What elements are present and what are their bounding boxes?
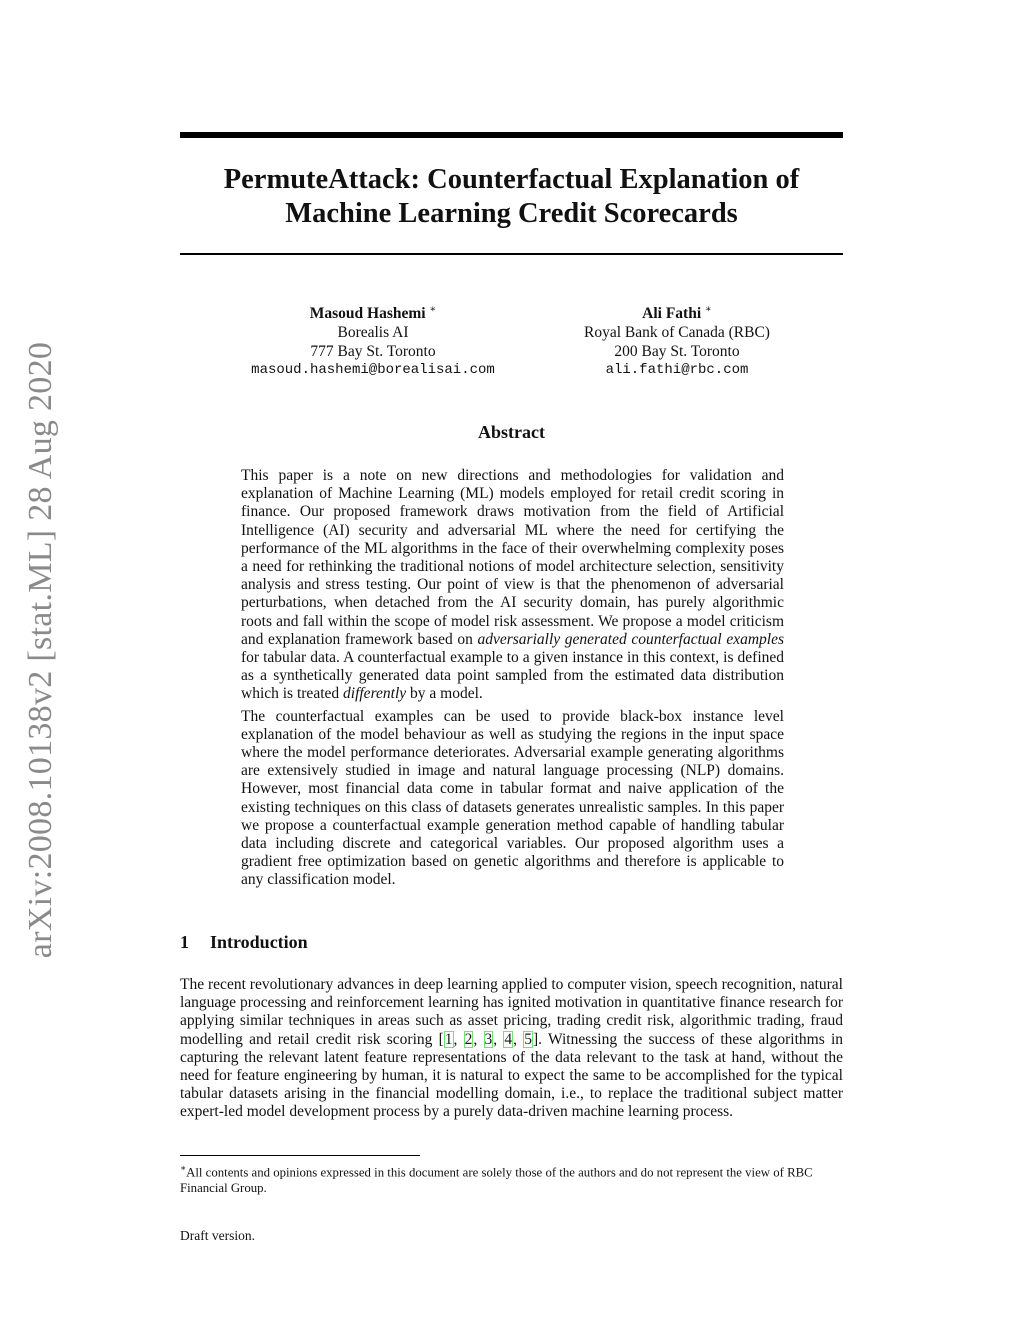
citation-link[interactable]: 5: [524, 1030, 532, 1048]
author-address: 200 Bay St. Toronto: [614, 343, 740, 361]
author-affiliation: Borealis AI: [337, 324, 409, 342]
draft-note: Draft version.: [180, 1228, 255, 1243]
footnote-rule: [180, 1155, 420, 1156]
section-number: 1: [180, 932, 189, 952]
abstract-heading: Abstract: [478, 422, 545, 442]
title-bottom-rule: [180, 253, 843, 255]
citation-link[interactable]: 4: [504, 1030, 513, 1048]
author-name: Ali Fathi: [642, 305, 702, 323]
author-email[interactable]: masoud.hashemi@borealisai.com: [251, 362, 495, 379]
emphasis-text: differently: [343, 685, 407, 703]
author-footnote-mark: ∗: [705, 304, 712, 315]
footnote: [180, 1160, 843, 1196]
intro-paragraph: The recent revolutionary advances in deep learning applied to computer vision, speech recognition, natural language processing and reinforcement learning has ignited motivation in quantitative finance research for applying similar techniques in areas such as asset pricing, trading credit risk, algorithmic trading, fraud modelling and retail credit risk scoring [1, 2, 3, 4, 5]. Witnessing the success of these algorithms in capturing the relevant latent feature representations of the data relevant to the task at hand, without the need for feature engineering by human, it is natural to expect the same to be accomplished for the typical tabular datasets arising in the financial modelling domain, i.e., to replace the traditional subject matter expert-led model development process by a purely data-driven machine learning process.: [180, 976, 844, 1121]
footnote-text: All contents and opinions expressed in this document are solely those of the authors and do not represent the view of RBC Financial Group.: [180, 1165, 813, 1196]
footnote-mark: ∗: [180, 1163, 187, 1173]
abstract-body: [241, 467, 784, 894]
author-block-1: [208, 300, 538, 380]
author-name: Masoud Hashemi: [309, 305, 426, 323]
section-title: Introduction: [210, 932, 308, 952]
title-line-2: Machine Learning Credit Scorecards: [285, 198, 738, 229]
section-heading: [180, 932, 308, 953]
title-top-rule: [180, 132, 843, 138]
author-footnote-mark: ∗: [429, 304, 437, 315]
citation-link[interactable]: 1: [444, 1030, 453, 1048]
abstract-paragraph-1: This paper is a note on new directions and methodologies for validation and explanation of Machine Learning (ML) models employed for retail credit scoring in finance. Our proposed framework draws motivation from the field of Artificial Intelligence (AI) security and adversarial ML where the need for certifying the performance of the ML algorithms in the face of their overwhelming complexity poses a need for rethinking the traditional notions of model architecture selection, sensitivity analysis and stress testing. Our point of view is that the phenomenon of adversarial perturbations, when detached from the AI security domain, has purely algorithmic roots and fall within the scope of model risk assessment. We propose a model criticism and explanation framework based on adversarially generated counterfactual examples for tabular data. A counterfactual example to a given instance in this context, is defined as a synthetically generated data point sampled from the estimated data distribution which is treated differently by a model.: [241, 467, 784, 703]
citation-link[interactable]: 3: [484, 1030, 493, 1048]
author-block-2: [512, 300, 842, 380]
citation-link[interactable]: 2: [464, 1030, 473, 1048]
author-affiliation: Royal Bank of Canada (RBC): [584, 324, 770, 342]
paper-title: [180, 163, 843, 231]
author-address: 777 Bay St. Toronto: [310, 343, 436, 361]
arxiv-stamp: [22, 340, 59, 960]
title-line-1: PermuteAttack: Counterfactual Explanation of: [223, 164, 800, 195]
emphasis-text: adversarially generated counterfactual examples: [477, 630, 784, 648]
author-email[interactable]: ali.fathi@rbc.com: [605, 362, 749, 379]
arxiv-id-text: arXiv:2008.10138v2 [stat.ML] 28 Aug 2020: [22, 341, 59, 959]
abstract-paragraph-2: The counterfactual examples can be used to provide black-box instance level explanation of the model behaviour as well as studying the regions in the input space where the model performance deteriorates. Adversarial example generating algorithms are extensively studied in image and natural language processing (NLP) domains. However, most financial data come in tabular format and naive application of the existing techniques on this class of datasets generates unrealistic samples. In this paper we propose a counterfactual example generation method capable of handling tabular data including discrete and categorical variables. Our proposed algorithm uses a gradient free optimization based on genetic algorithms and therefore is applicable to any classification model.: [241, 707, 784, 889]
